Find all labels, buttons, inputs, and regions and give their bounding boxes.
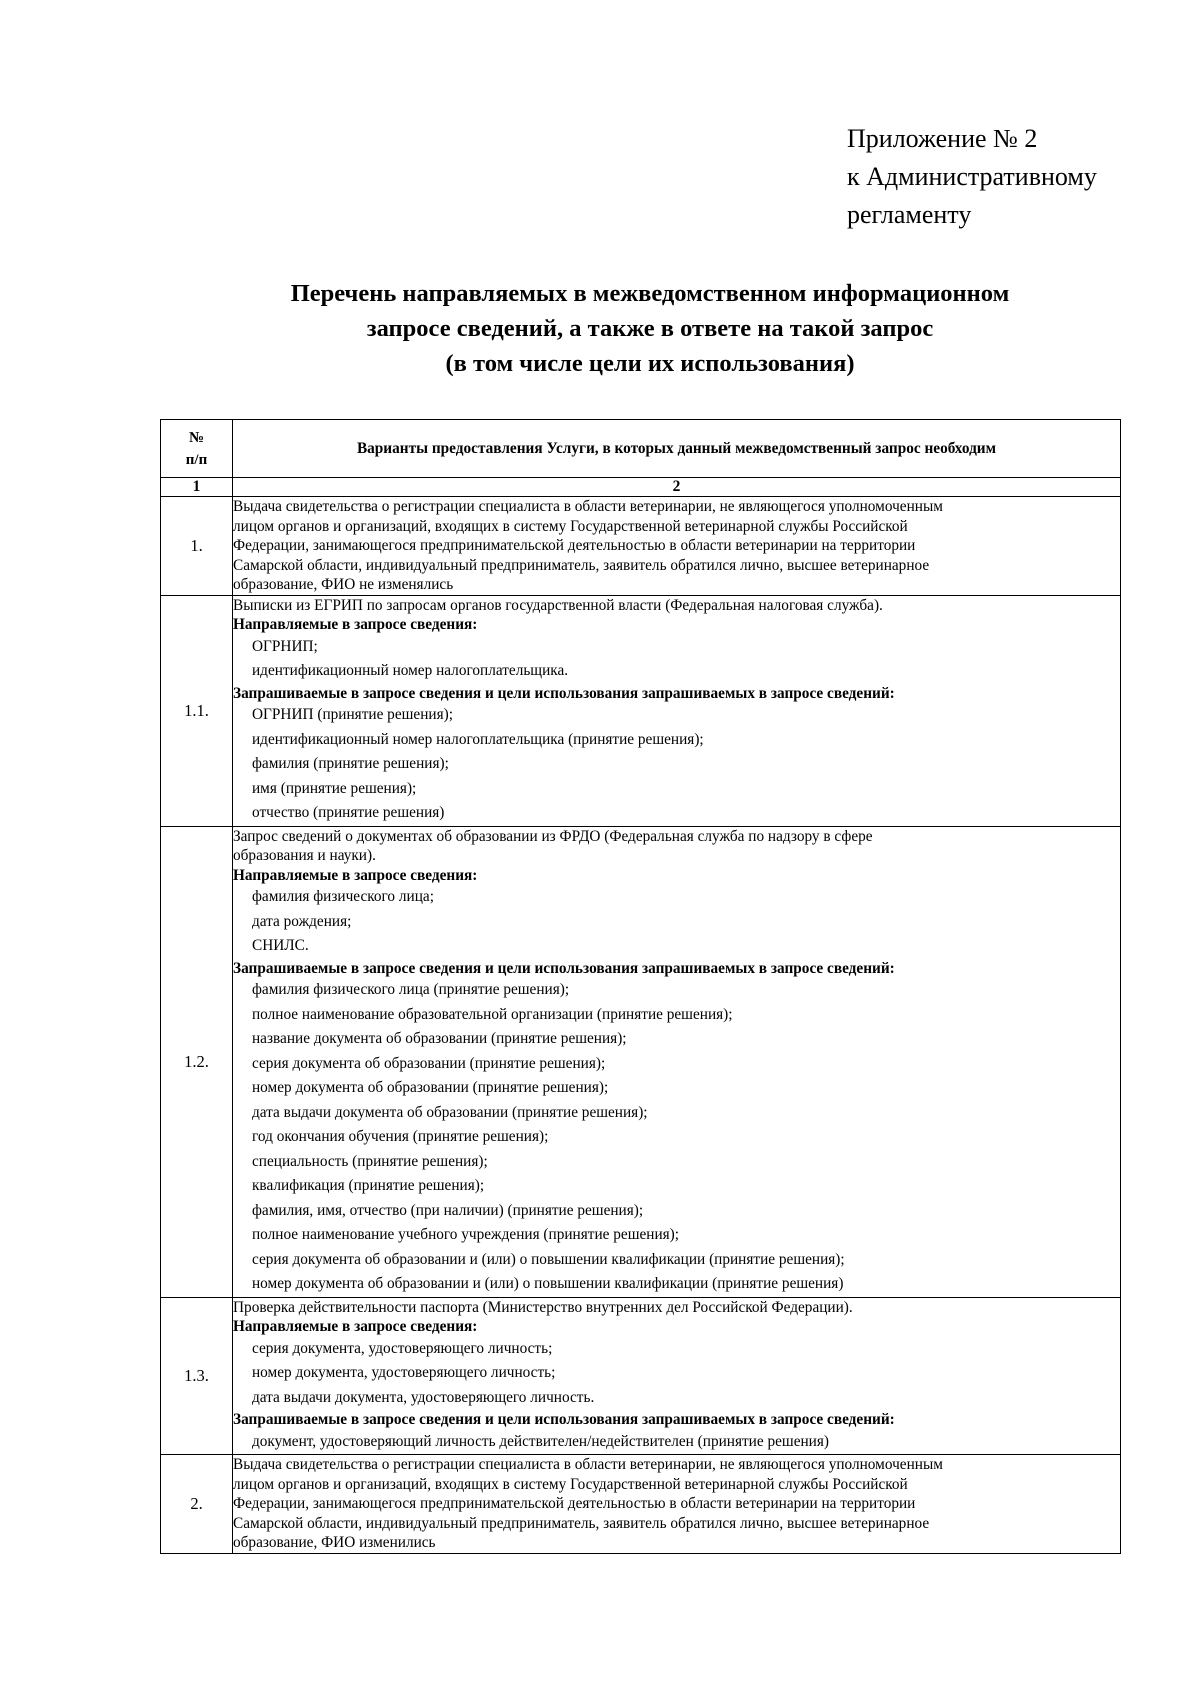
row-content — [233, 595, 1121, 826]
requested-info-item: дата выдачи документа об образовании (принятие решения); — [252, 1103, 648, 1121]
requested-info-item: название документа об образовании (принятие решения); — [252, 1030, 627, 1047]
requested-info-item: идентификационный номер налогоплательщика (принятие решения); — [252, 730, 704, 748]
sent-info-item: СНИЛС. — [252, 937, 309, 954]
requested-info-item: отчество (принятие решения) — [252, 804, 445, 821]
requested-info-item: год окончания обучения (принятие решения); — [252, 1128, 549, 1145]
row-text-line: Выдача свидетельства о регистрации специалиста в области ветеринарии, не являющегося уполномоченным — [233, 498, 943, 515]
requests-table — [160, 419, 1121, 1554]
row-text-line: Федерации, занимающегося предпринимательской деятельностью в области ветеринарии на территории — [233, 537, 916, 554]
sent-info-heading: Направляемые в запросе сведения: — [233, 1318, 478, 1335]
sent-info-item: номер документа, удостоверяющего личность; — [252, 1364, 556, 1381]
table-header-row — [161, 420, 1121, 478]
title-line: (в том числе цели их использования) — [445, 350, 855, 377]
row-content — [233, 1297, 1121, 1455]
annex-line: регламенту — [847, 200, 972, 229]
sent-info-item: серия документа, удостоверяющего личность; — [252, 1339, 553, 1357]
requested-info-heading: Запрашиваемые в запросе сведения и цели использования запрашиваемых в запросе сведений: — [233, 1411, 895, 1428]
request-source-line: Выписки из ЕГРИП по запросам органов государственной власти (Федеральная налоговая служба). — [233, 596, 883, 614]
row-text-line: Самарской области, индивидуальный предприниматель, заявитель обратился лично, высшее ветеринарное — [233, 1514, 930, 1532]
title-line: Перечень направляемых в межведомственном информационном — [290, 280, 1010, 307]
document-title — [140, 276, 1160, 381]
requested-info-item: ОГРНИП (принятие решения); — [252, 706, 453, 723]
header-number-cell — [161, 420, 233, 478]
requested-info-item: имя (принятие решения); — [252, 779, 417, 797]
requested-info-item: специальность (принятие решения); — [252, 1152, 488, 1170]
header-number-abbr: п/п — [185, 451, 208, 468]
request-source-line: Запрос сведений о документах об образовании из ФРДО (Федеральная служба по надзору в сфере — [233, 827, 873, 845]
sent-info-item: дата рождения; — [252, 912, 352, 930]
table-row — [161, 1297, 1121, 1455]
sent-info-item: ОГРНИП; — [252, 637, 318, 655]
row-number: 1.1. — [161, 595, 233, 826]
requested-info-item: документ, удостоверяющий личность действителен/недействителен (принятие решения) — [252, 1432, 829, 1450]
header-variants-cell: Варианты предоставления Услуги, в которых данный межведомственный запрос необходим — [233, 420, 1121, 478]
row-number: 2. — [161, 1455, 233, 1554]
request-source-line: Проверка действительности паспорта (Министерство внутренних дел Российской Федерации). — [233, 1298, 853, 1316]
column-number-2: 2 — [233, 478, 1121, 497]
requested-info-item: фамилия (принятие решения); — [252, 755, 449, 772]
column-number-row — [161, 478, 1121, 497]
sent-info-heading: Направляемые в запросе сведения: — [233, 866, 478, 884]
row-number: 1.2. — [161, 826, 233, 1297]
table-row — [161, 1455, 1121, 1554]
row-text-line: лицом органов и организаций, входящих в систему Государственной ветеринарной службы Российской — [233, 1475, 908, 1493]
sent-info-heading: Направляемые в запросе сведения: — [233, 616, 478, 633]
requested-info-item: фамилия физического лица (принятие решения); — [252, 981, 570, 998]
row-text-line: образование, ФИО изменились — [233, 1534, 436, 1551]
request-source-line: образования и науки). — [233, 847, 376, 864]
row-text-line: Самарской области, индивидуальный предприниматель, заявитель обратился лично, высшее ветеринарное — [233, 556, 930, 574]
requested-info-item: серия документа об образовании и (или) о повышении квалификации (принятие решения); — [252, 1250, 845, 1268]
requested-info-item: номер документа об образовании (принятие решения); — [252, 1079, 609, 1096]
title-line: запросе сведений, а также в ответе на такой запрос — [366, 315, 934, 342]
requested-info-item: номер документа об образовании и (или) о повышении квалификации (принятие решения) — [252, 1275, 844, 1292]
row-content — [233, 826, 1121, 1297]
annex-line: Приложение № 2 — [847, 124, 1038, 153]
row-content — [233, 1455, 1121, 1554]
row-content — [233, 497, 1121, 596]
table-row — [161, 497, 1121, 596]
row-number: 1.3. — [161, 1297, 233, 1455]
table-row — [161, 595, 1121, 826]
sent-info-item: дата выдачи документа, удостоверяющего личность. — [252, 1388, 595, 1406]
column-number-1: 1 — [161, 478, 233, 497]
row-text-line: образование, ФИО не изменялись — [233, 576, 454, 593]
row-number: 1. — [161, 497, 233, 596]
requested-info-item: полное наименование учебного учреждения (принятие решения); — [252, 1226, 680, 1243]
annex-label — [847, 120, 1097, 234]
requested-info-item: квалификация (принятие решения); — [252, 1177, 485, 1194]
table-body — [161, 497, 1121, 1554]
row-text-line: лицом органов и организаций, входящих в систему Государственной ветеринарной службы Российской — [233, 517, 908, 535]
sent-info-item: идентификационный номер налогоплательщика. — [252, 662, 569, 679]
row-text-line: Федерации, занимающегося предпринимательской деятельностью в области ветеринарии на территории — [233, 1495, 916, 1512]
annex-line: к Административному — [847, 162, 1097, 191]
row-text-line: Выдача свидетельства о регистрации специалиста в области ветеринарии, не являющегося уполномоченным — [233, 1456, 943, 1473]
requested-info-item: серия документа об образовании (принятие решения); — [252, 1054, 606, 1072]
requested-info-item: фамилия, имя, отчество (при наличии) (принятие решения); — [252, 1201, 644, 1219]
requested-info-item: полное наименование образовательной организации (принятие решения); — [252, 1005, 733, 1023]
sent-info-item: фамилия физического лица; — [252, 888, 434, 905]
requested-info-heading: Запрашиваемые в запросе сведения и цели использования запрашиваемых в запросе сведений: — [233, 684, 895, 702]
table-row — [161, 826, 1121, 1297]
requested-info-heading: Запрашиваемые в запросе сведения и цели использования запрашиваемых в запросе сведений: — [233, 959, 895, 977]
header-number-symbol: № — [188, 429, 205, 446]
